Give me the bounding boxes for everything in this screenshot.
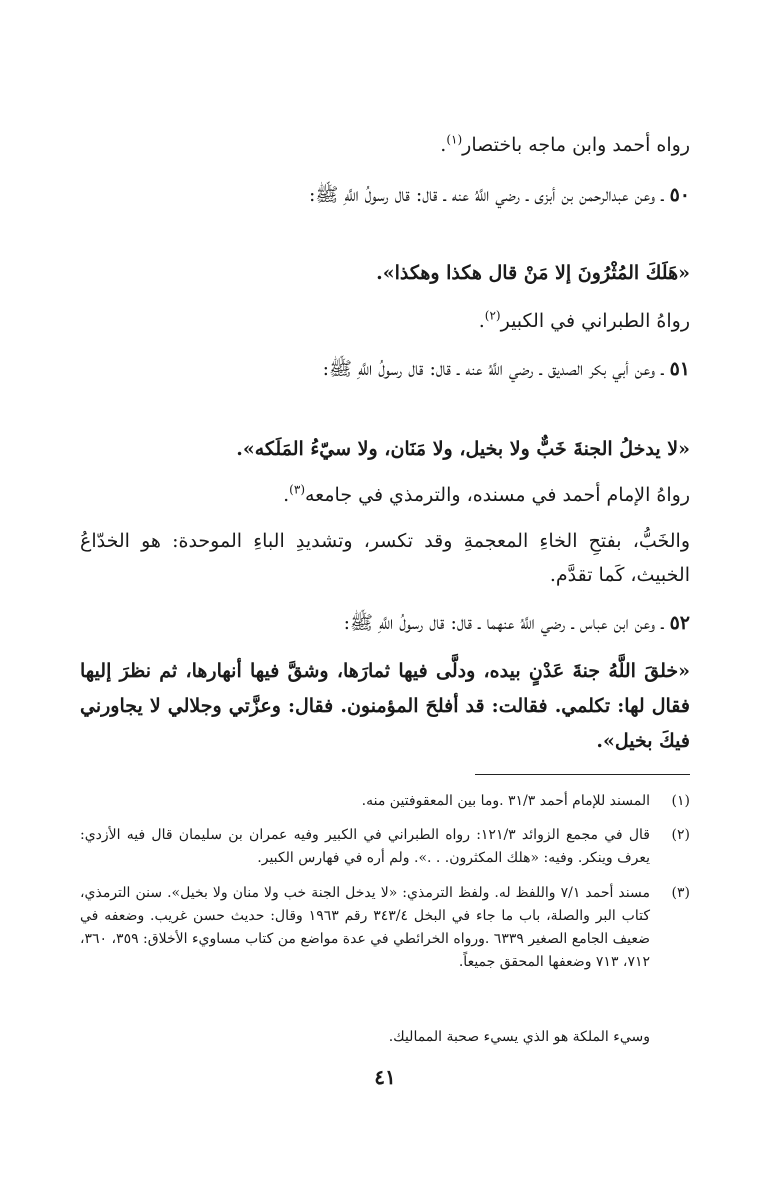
citation-text: رواهُ الإمام أحمد في مسنده، والترمذي في جامعه [305, 484, 690, 506]
hadith-50-intro [80, 178, 690, 212]
hadith-chain: ـ وعن عبدالرحمن بن أبزى ـ رضي اللَّهُ عنه ـ قال: قال رسولُ اللَّهِ ﷺ: [309, 184, 670, 206]
footnote-text: وسيء الملكة هو الذي يسيء صحبة المماليك. [388, 1029, 650, 1045]
footnote-2 [80, 824, 690, 870]
footnote-number: (٢) [671, 827, 690, 843]
hadith-chain: ـ وعن أبي بكر الصديق ـ رضي اللَّهُ عنه ـ قال: قال رسولُ اللَّهِ ﷺ: [322, 358, 670, 380]
footnote-text: قال في مجمع الزوائد ١٢١/٣: رواه الطبراني في الكبير وفيه عمران بن سليمان قال فيه الأزدي: يعرف وينكر. وفيه: «هلك المكثرون. . .». ولم أره في فهارس الكبير. [80, 827, 650, 866]
footnote-text: مسند أحمد ٧/١ واللفظ له. ولفظ الترمذي: «لا يدخل الجنة خب ولا منان ولا بخيل». سنن الترمذي، كتاب البر والصلة، باب ما جاء في البخل ٣٤٣/٤ رقم ١٩٦٣ وقال: حديث حسن غريب. وضعفه في ضعيف الجامع الصغير ٦٣٣٩ .ورواه الخرائطي في عدة مواضع من كتاب مساويء الأخلاق: ٣٥٩، ٣٦٠، ٧١٢، ٧١٣ وضعفها المحقق جميعاً. [79, 885, 651, 970]
hadith-number: ٥٠ [669, 184, 690, 206]
footnote-divider [475, 774, 690, 775]
footnote-text: المسند للإمام أحمد ٣١/٣ .وما بين المعقوفتين منه. [361, 793, 650, 809]
hadith-52-text: «خلقَ اللَّهُ جنةَ عَدْنٍ بيده، ودلَّى فيها ثمارَها، وشقَّ فيها أنهارها، ثم نظرَ إليها فقال لها: تكلمي. فقالت: قد أفلحَ المؤمنون. فقال: وعزَّتي وجلالي لا يجاورني فيكَ بخيل». [80, 660, 690, 752]
page-number: ٤١ [374, 1065, 396, 1089]
footnote-3-note [80, 1026, 690, 1049]
hadith-50-text: «هَلَكَ المُثْرُونَ إلا مَنْ قال هكذا وهكذا». [376, 262, 690, 284]
footnote-1 [80, 790, 690, 813]
citation-text: رواهُ الطبراني في الكبير [500, 310, 690, 332]
hadith-number: ٥٢ [669, 612, 690, 634]
footnote-ref-3[interactable]: (٣) [289, 482, 305, 497]
citation-paragraph-1: رواه أحمد وابن ماجه باختصار$^{(١)}$. [440, 132, 690, 156]
citation-text: رواه أحمد وابن ماجه باختصار [462, 134, 690, 156]
footnote-number: (١) [671, 793, 690, 809]
hadith-number: ٥١ [669, 358, 690, 380]
explanation-paragraph: والخَبُّ، بفتحِ الخاءِ المعجمةِ وقد تكسر، وتشديدِ الباءِ الموحدة: هو الخدّاعُ الخبيث، كَما تقدَّم. [80, 530, 690, 586]
hadith-51-intro [80, 352, 690, 386]
footnote-number: (٣) [671, 885, 690, 901]
hadith-chain: ـ وعن ابن عباس ـ رضي اللَّهُ عنهما ـ قال: قال رسولُ اللَّهِ ﷺ: [343, 612, 670, 634]
footnote-ref-1[interactable]: (١) [446, 132, 463, 147]
footnote-3 [80, 882, 690, 974]
hadith-51-text: «لا يدخلُ الجنةَ خَبٌّ ولا بخيل، ولا مَنَان، ولا سيّءُ المَلَكه». [236, 438, 690, 460]
hadith-52-intro [80, 606, 690, 640]
footnote-ref-2[interactable]: (٢) [484, 308, 501, 323]
citation-paragraph-2: رواهُ الطبراني في الكبير$^{(٢)}$. [478, 308, 690, 332]
citation-paragraph-3: رواهُ الإمام أحمد في مسنده، والترمذي في جامعه$^{(٣)}$. [283, 482, 690, 506]
